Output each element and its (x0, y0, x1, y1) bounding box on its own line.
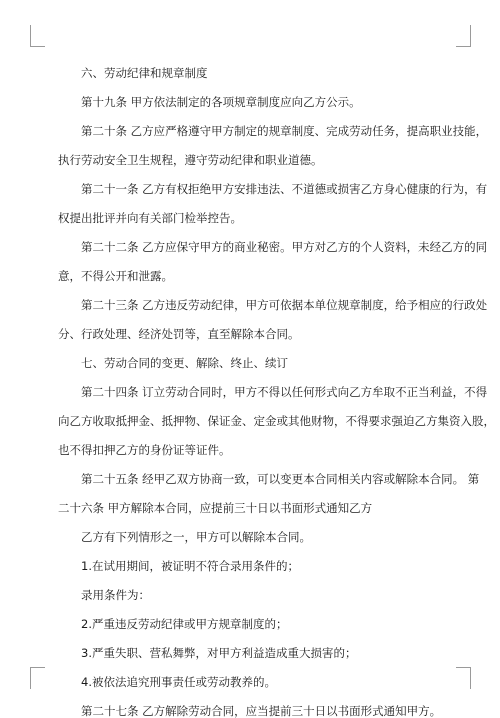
article-20-line-1: 第二十条 乙方应严格遵守甲方制定的规章制度、完成劳动任务，提高职业技能， (81, 124, 488, 138)
article-24-line-3: 也不得扣押乙方的身份证等证件。 (58, 443, 231, 457)
dismissal-conditions-intro: 乙方有下列情形之一，甲方可以解除本合同。 (81, 530, 311, 544)
article-26-line: 二十六条 甲方解除本合同，应提前三十日以书面形式通知乙方 (58, 501, 373, 515)
article-23-line-2: 分、行政处理、经济处罚等，直至解除本合同。 (58, 327, 300, 341)
crop-mark-bottom-left (30, 667, 31, 689)
article-23-line-1: 第二十三条 乙方违反劳动纪律，甲方可依据本单位规章制度，给予相应的行政处 (81, 298, 488, 312)
article-24-line-1: 第二十四条 订立劳动合同时，甲方不得以任何形式向乙方牟取不正当利益，不得 (81, 385, 488, 399)
list-item-4: 4.被依法追究刑事责任或劳动教养的。 (81, 675, 276, 689)
article-20-line-2: 执行劳动安全卫生规程，遵守劳动纪律和职业道德。 (58, 153, 323, 167)
crop-mark-top-right (470, 25, 471, 47)
section-heading-labor-discipline: 六、劳动纪律和规章制度 (81, 66, 208, 80)
article-22-line-1: 第二十二条 乙方应保守甲方的商业秘密。甲方对乙方的个人资料，未经乙方的同 (81, 240, 488, 254)
list-item-1: 1.在试用期间，被证明不符合录用条件的； (81, 559, 299, 573)
crop-mark-top-left (30, 25, 31, 47)
crop-mark-bottom-right (470, 667, 471, 689)
article-24-line-2: 向乙方收取抵押金、抵押物、保证金、定金或其他财物，不得要求强迫乙方集资入股， (58, 414, 495, 428)
article-21-line-2: 权提出批评并向有关部门检举控告。 (58, 211, 242, 225)
hiring-conditions-label: 录用条件为： (81, 588, 150, 602)
crop-mark-bottom-left (31, 667, 45, 668)
list-item-3: 3.严重失职、营私舞弊，对甲方利益造成重大损害的； (81, 646, 357, 660)
crop-mark-bottom-right (456, 667, 470, 668)
list-item-2: 2.严重违反劳动纪律或甲方规章制度的； (81, 617, 288, 631)
article-22-line-2: 意，不得公开和泄露。 (58, 269, 173, 283)
crop-mark-top-right (456, 46, 470, 47)
article-21-line-1: 第二十一条 乙方有权拒绝甲方安排违法、不道德或损害乙方身心健康的行为，有 (81, 182, 488, 196)
article-19: 第十九条 甲方依法制定的各项规章制度应向乙方公示。 (81, 95, 361, 109)
article-25-line: 第二十五条 经甲乙双方协商一致，可以变更本合同相关内容或解除本合同。 第 (81, 472, 480, 486)
section-heading-contract-changes: 七、劳动合同的变更、解除、终止、续订 (81, 356, 288, 370)
crop-mark-top-left (31, 46, 45, 47)
article-27: 第二十七条 乙方解除劳动合同，应当提前三十日以书面形式通知甲方。 (81, 704, 442, 718)
